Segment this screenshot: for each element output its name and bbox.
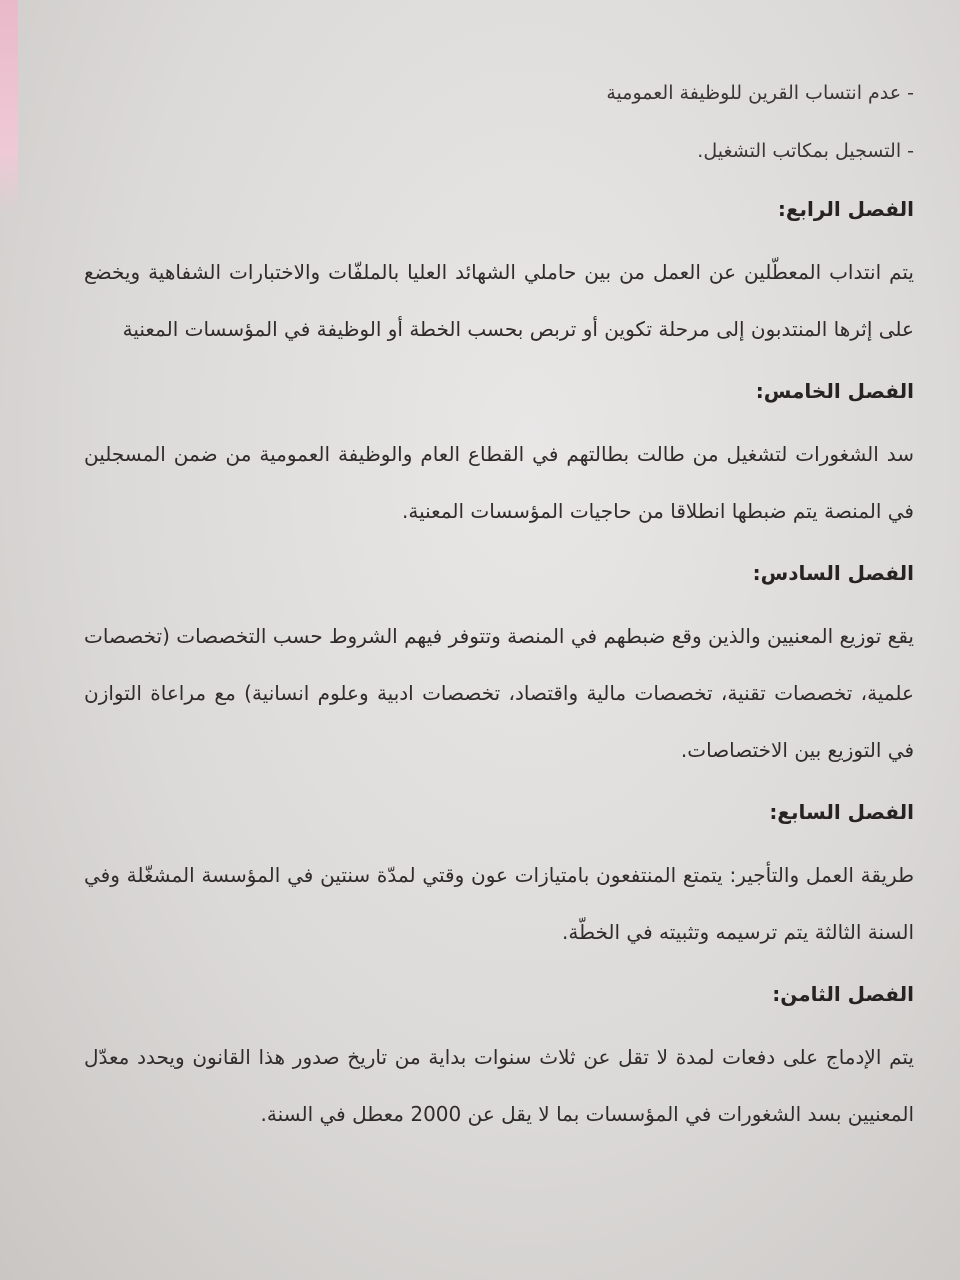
bullet-item: - التسجيل بمكاتب التشغيل. bbox=[697, 140, 914, 162]
section-body: سد الشغورات لتشغيل من طالت بطالتهم في القطاع العام والوظيفة العمومية من ضمن المسجلين في المنصة يتم ضبطها انطلاقا من حاجيات المؤسسات المعنية. bbox=[84, 442, 914, 523]
document-content bbox=[84, 78, 914, 1161]
section-body: طريقة العمل والتأجير: يتمتع المنتفعون بامتيازات عون وقتي لمدّة سنتين في المؤسسة المشغّلة وفي السنة الثالثة يتم ترسيمه وتثبيته في الخطّة. bbox=[84, 863, 914, 944]
section-body: يتم انتداب المعطّلين عن العمل من بين حاملي الشهائد العليا بالملفّات والاختبارات الشفاهية ويخضع على إثرها المنتدبون إلى مرحلة تكوين أو تربص بحسب الخطة أو الوظيفة في المؤسسات المعنية bbox=[84, 260, 914, 341]
section-body: يتم الإدماج على دفعات لمدة لا تقل عن ثلاث سنوات بداية من تاريخ صدور هذا القانون ويحدد معدّل المعنيين بسد الشغورات في المؤسسات بما لا يقل عن 2000 معطل في السنة. bbox=[84, 1045, 914, 1126]
section-heading: الفصل السابع: bbox=[769, 800, 914, 824]
section-heading: الفصل الرابع: bbox=[777, 197, 914, 221]
section-heading: الفصل السادس: bbox=[752, 561, 914, 585]
bullet-item: - عدم انتساب القرين للوظيفة العمومية bbox=[606, 82, 914, 104]
pink-sheet-edge bbox=[0, 0, 18, 215]
section-heading: الفصل الثامن: bbox=[772, 982, 914, 1006]
section-heading: الفصل الخامس: bbox=[755, 379, 914, 403]
section-body: يقع توزيع المعنيين والذين وقع ضبطهم في المنصة وتتوفر فيهم الشروط حسب التخصصات (تخصصات علمية، تخصصات تقنية، تخصصات مالية واقتصاد، تخصصات ادبية وعلوم انسانية) مع مراعاة التوازن في التوزيع بين الاختصاصات. bbox=[84, 624, 914, 762]
